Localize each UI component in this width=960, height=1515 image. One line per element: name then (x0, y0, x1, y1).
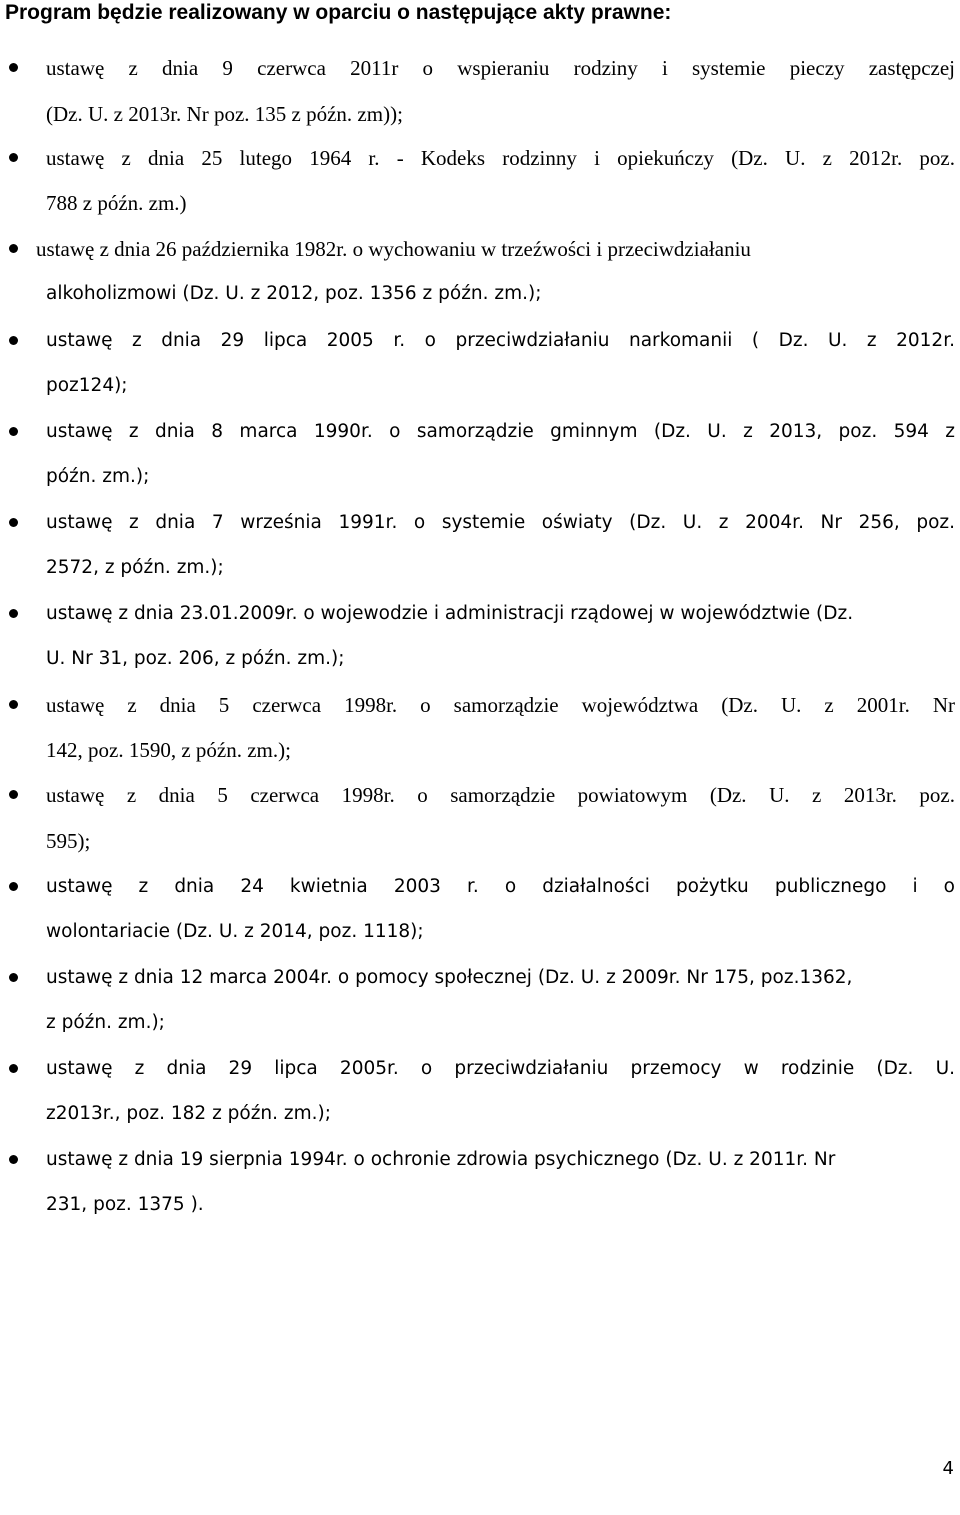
list-item-line: poz124); (46, 375, 128, 396)
list-item-line: (Dz. U. z 2013r. Nr poz. 135 z późn. zm)); (46, 102, 403, 126)
bullet-icon (9, 244, 18, 253)
bullet-icon (9, 1064, 18, 1073)
list-item-line: ustawę z dnia 5 czerwca 1998r. o samorządzie powiatowym (Dz. U. z 2013r. poz. (46, 783, 955, 807)
list-item-line: ustawę z dnia 7 września 1991r. o systemie oświaty (Dz. U. z 2004r. Nr 256, poz. (46, 512, 955, 533)
bullet-icon (9, 427, 18, 436)
list-item-line: ustawę z dnia 25 lutego 1964 r. - Kodeks rodzinny i opiekuńczy (Dz. U. z 2012r. poz. (46, 146, 955, 170)
bullet-icon (9, 609, 18, 618)
list-item-line: wolontariacie (Dz. U. z 2014, poz. 1118); (46, 921, 424, 942)
list-item-line: 2572, z późn. zm.); (46, 557, 224, 578)
list-item-line: alkoholizmowi (Dz. U. z 2012, poz. 1356 z późn. zm.); (46, 283, 542, 304)
list-item-line: U. Nr 31, poz. 206, z późn. zm.); (46, 648, 345, 669)
list-item-line: ustawę z dnia 29 lipca 2005 r. o przeciwdziałaniu narkomanii ( Dz. U. z 2012r. (46, 330, 955, 351)
bullet-icon (9, 336, 18, 345)
bullet-icon (9, 973, 18, 982)
bullet-icon (9, 882, 18, 891)
list-item-line: ustawę z dnia 5 czerwca 1998r. o samorządzie województwa (Dz. U. z 2001r. Nr (46, 693, 955, 717)
bullet-icon (9, 790, 18, 799)
section-heading: Program będzie realizowany w oparciu o następujące akty prawne: (5, 1, 672, 24)
list-item-line: późn. zm.); (46, 466, 150, 487)
list-item-line: 142, poz. 1590, z późn. zm.); (46, 738, 291, 762)
bullet-icon (9, 700, 18, 709)
list-item-line: 231, poz. 1375 ). (46, 1194, 204, 1215)
list-item-line: ustawę z dnia 24 kwietnia 2003 r. o działalności pożytku publicznego i o (46, 876, 955, 897)
list-item-line: ustawę z dnia 8 marca 1990r. o samorządzie gminnym (Dz. U. z 2013, poz. 594 z (46, 421, 955, 442)
list-item-line: z późn. zm.); (46, 1012, 165, 1033)
list-item-line: ustawę z dnia 23.01.2009r. o wojewodzie i administracji rządowej w województwie (Dz. (46, 603, 854, 624)
page-number: 4 (942, 1458, 954, 1479)
list-item-line: ustawę z dnia 9 czerwca 2011r o wspieraniu rodziny i systemie pieczy zastępczej (46, 56, 955, 80)
list-item-line: ustawę z dnia 12 marca 2004r. o pomocy społecznej (Dz. U. z 2009r. Nr 175, poz.1362, (46, 967, 853, 988)
list-item-line: ustawę z dnia 19 sierpnia 1994r. o ochronie zdrowia psychicznego (Dz. U. z 2011r. Nr (46, 1149, 836, 1170)
bullet-icon (9, 1155, 18, 1164)
bullet-icon (9, 153, 18, 162)
list-item-line: z2013r., poz. 182 z późn. zm.); (46, 1103, 331, 1124)
list-item-line: 788 z późn. zm.) (46, 191, 187, 215)
list-item-line: ustawę z dnia 29 lipca 2005r. o przeciwdziałaniu przemocy w rodzinie (Dz. U. (46, 1058, 955, 1079)
bullet-icon (9, 63, 18, 72)
list-item-line: ustawę z dnia 26 października 1982r. o wychowaniu w trzeźwości i przeciwdziałaniu (36, 237, 751, 261)
list-item-line: 595); (46, 829, 91, 853)
bullet-icon (9, 518, 18, 527)
